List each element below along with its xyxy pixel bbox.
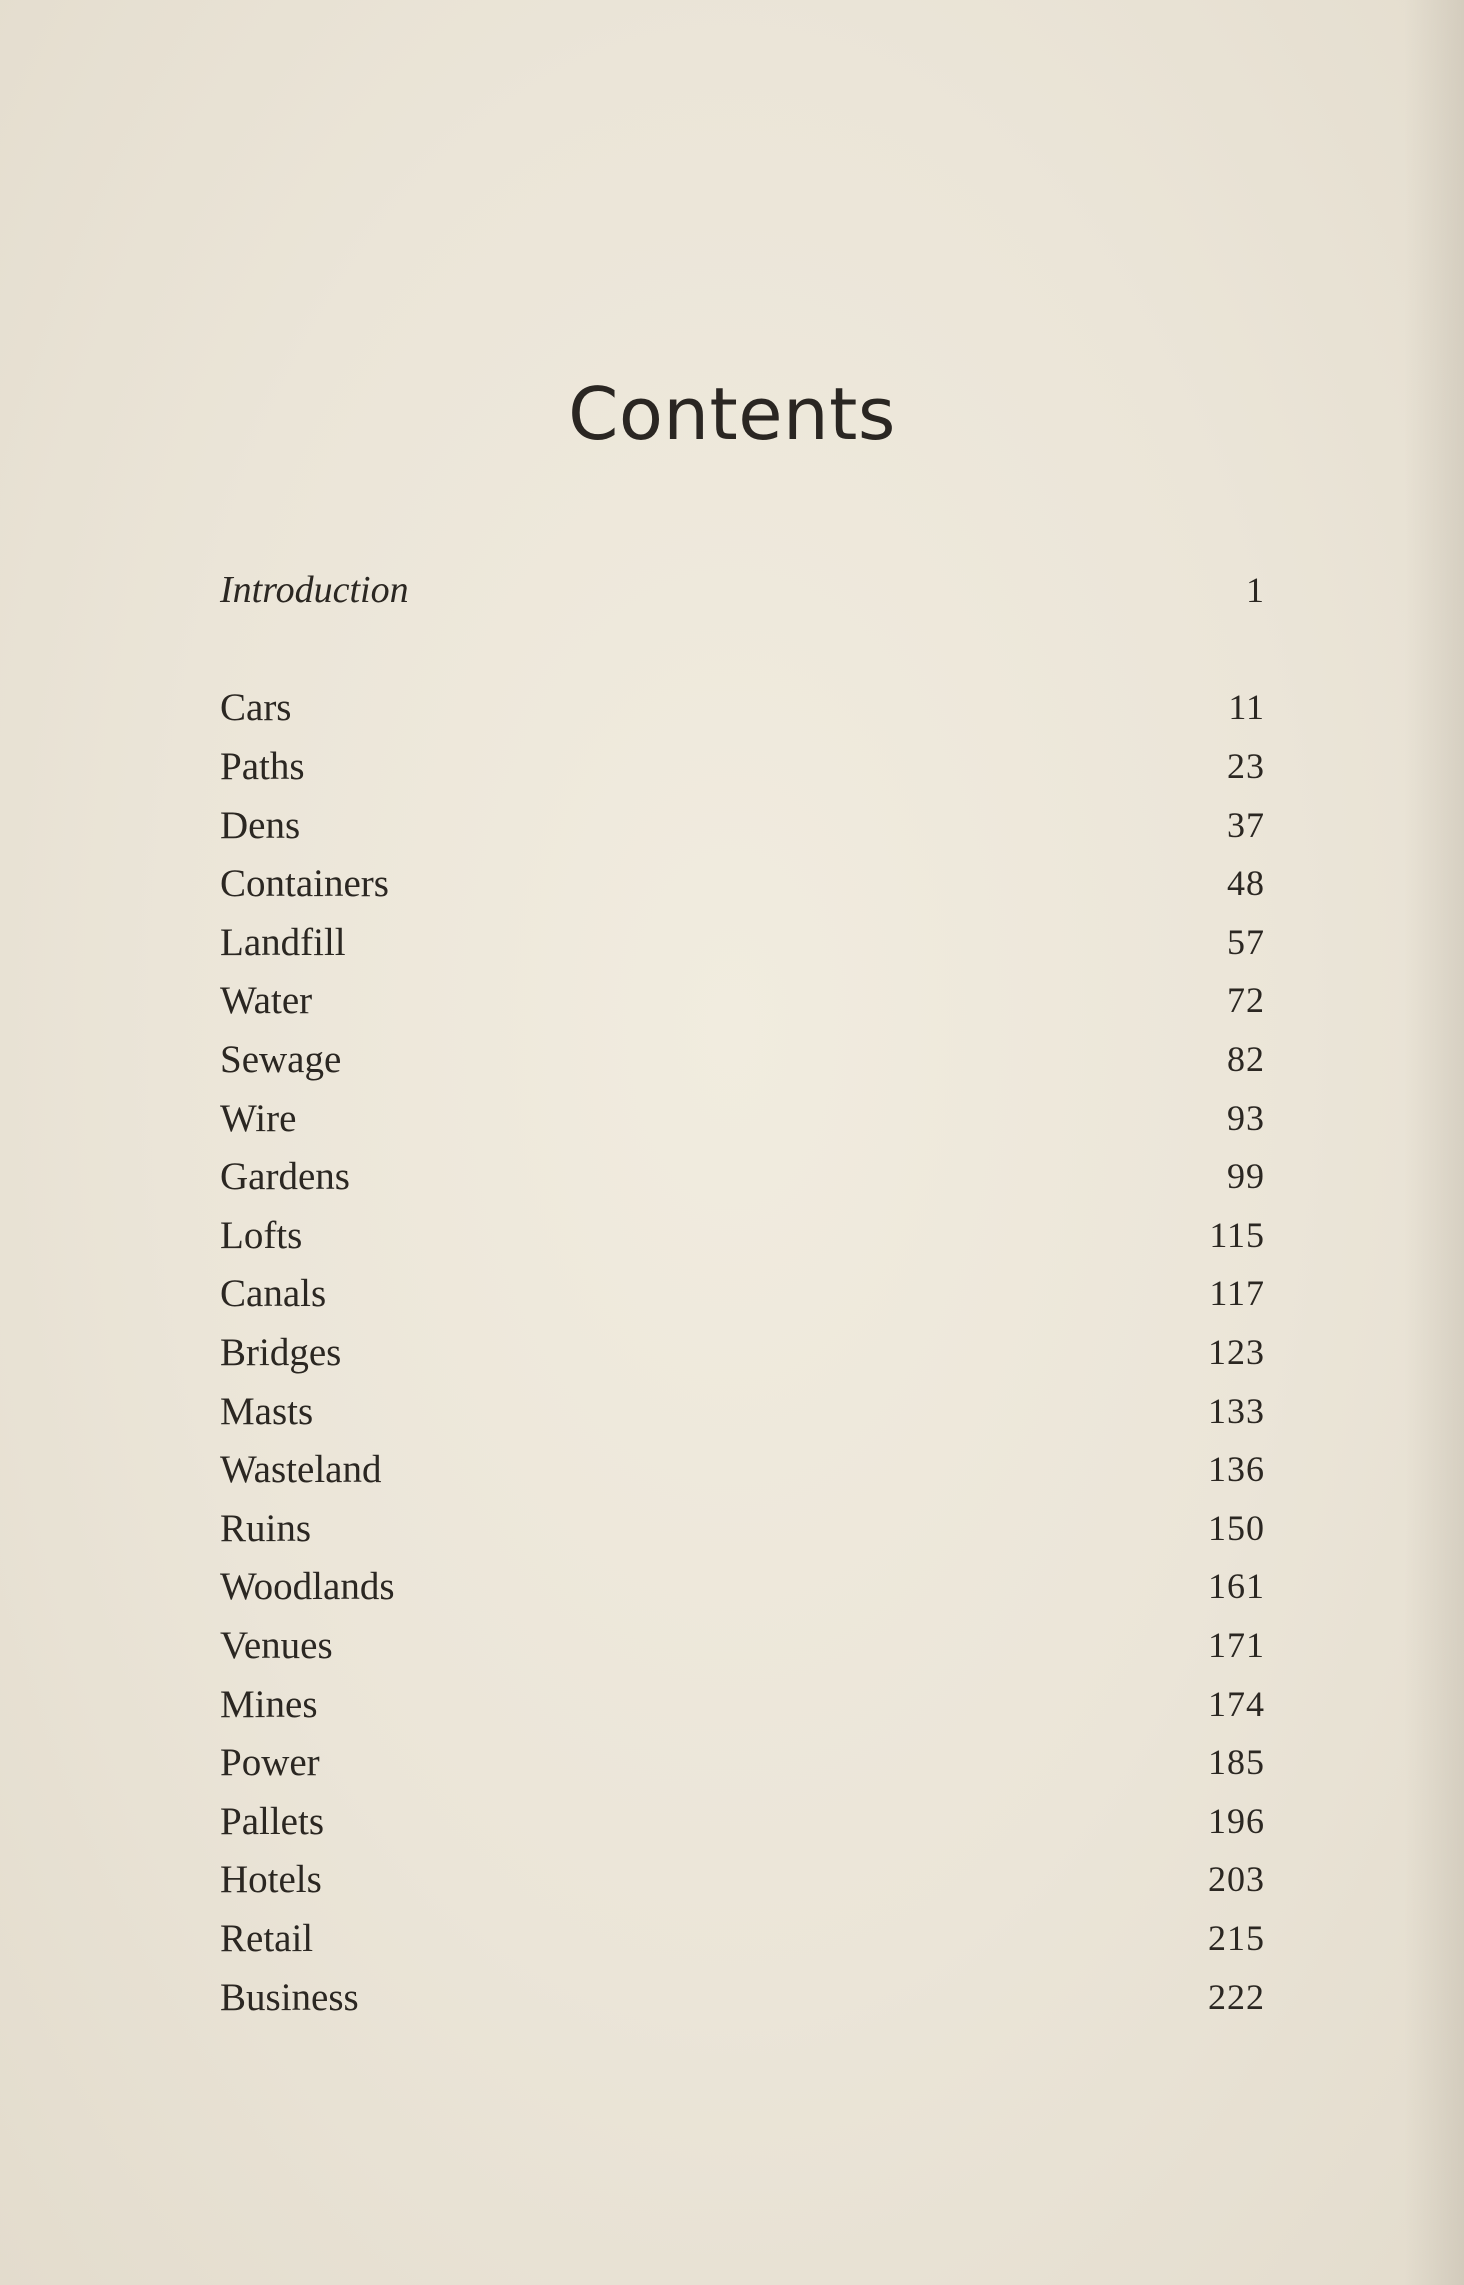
toc-entry-label: Pallets: [220, 1799, 324, 1843]
toc-entry-page-number: 117: [1209, 1273, 1265, 1313]
toc-entry-page-number: 23: [1227, 746, 1265, 786]
toc-entry-label: Dens: [220, 803, 301, 847]
toc-entry: [220, 1909, 1265, 1967]
toc-entry: [220, 1440, 1265, 1498]
toc-entry-label: Mines: [220, 1682, 318, 1726]
toc-entry-label: Containers: [220, 861, 389, 905]
toc-entry-page-number: 115: [1209, 1215, 1265, 1255]
toc-entry: [220, 1968, 1265, 2026]
toc-entry: [220, 1147, 1265, 1205]
toc-entry-page-number: 161: [1208, 1566, 1265, 1606]
toc-entry-label: Retail: [220, 1916, 314, 1960]
toc-entry-page-number: 133: [1208, 1391, 1265, 1431]
toc-entry-label: Power: [220, 1740, 320, 1784]
toc-entry: [220, 913, 1265, 971]
toc-entry: [220, 1675, 1265, 1733]
toc-entry: [220, 1850, 1265, 1908]
toc-entry-page-number: 215: [1208, 1918, 1265, 1958]
toc-entry: [220, 1382, 1265, 1440]
toc-entry-label: Paths: [220, 744, 305, 788]
toc-entry-page-number: 150: [1208, 1508, 1265, 1548]
toc-entry: [220, 971, 1265, 1029]
toc-entry-label: Gardens: [220, 1154, 350, 1198]
toc-entry: [220, 1089, 1265, 1147]
toc-entry: [220, 854, 1265, 912]
toc-entry: [220, 1264, 1265, 1322]
toc-entry-page-number: 11: [1228, 687, 1265, 727]
toc-entry: [220, 1499, 1265, 1557]
toc-entry: [220, 796, 1265, 854]
toc-entry-page-number: 171: [1208, 1625, 1265, 1665]
toc-entry-label: Ruins: [220, 1506, 312, 1550]
toc-entry-introduction: [220, 561, 1265, 619]
toc-entry-page-number: 222: [1208, 1977, 1265, 2017]
table-of-contents: [220, 0, 1265, 2285]
toc-entry-page-number: 123: [1208, 1332, 1265, 1372]
toc-entry-page-number: 185: [1208, 1742, 1265, 1782]
toc-entry-label: Introduction: [220, 569, 409, 611]
page-title: Contents: [568, 372, 896, 456]
toc-entry-page-number: 136: [1208, 1449, 1265, 1489]
toc-entry: [220, 1557, 1265, 1615]
toc-entry-label: Business: [220, 1975, 359, 2019]
toc-entry: [220, 1733, 1265, 1791]
toc-entry-label: Cars: [220, 685, 292, 729]
toc-entry: [220, 678, 1265, 736]
toc-entry-page-number: 174: [1208, 1684, 1265, 1724]
toc-entry: [220, 1792, 1265, 1850]
page-edge-shadow: [1404, 0, 1464, 2285]
toc-entry-label: Bridges: [220, 1330, 342, 1374]
toc-entry-label: Venues: [220, 1623, 333, 1667]
toc-entry-label: Landfill: [220, 920, 346, 964]
toc-entry-page-number: 82: [1227, 1039, 1265, 1079]
toc-entry-page-number: 57: [1227, 922, 1265, 962]
toc-entry: [220, 1323, 1265, 1381]
toc-entry-label: Canals: [220, 1271, 327, 1315]
toc-entry-label: Wasteland: [220, 1447, 382, 1491]
toc-entry-page-number: 93: [1227, 1098, 1265, 1138]
toc-entry: [220, 1206, 1265, 1264]
toc-entry-label: Masts: [220, 1389, 314, 1433]
toc-entry-page-number: 37: [1227, 805, 1265, 845]
toc-entry-label: Wire: [220, 1096, 297, 1140]
toc-entry-label: Sewage: [220, 1037, 342, 1081]
toc-entry-page-number: 196: [1208, 1801, 1265, 1841]
toc-entry-page-number: 72: [1227, 980, 1265, 1020]
toc-entry-label: Hotels: [220, 1857, 322, 1901]
toc-entry: [220, 737, 1265, 795]
toc-entry-page-number: 1: [1246, 570, 1265, 610]
toc-entry: [220, 1030, 1265, 1088]
toc-entry: [220, 1616, 1265, 1674]
toc-entry-page-number: 203: [1208, 1859, 1265, 1899]
toc-entry-label: Water: [220, 978, 313, 1022]
toc-entry-page-number: 99: [1227, 1156, 1265, 1196]
toc-entry-label: Lofts: [220, 1213, 303, 1257]
toc-entry-page-number: 48: [1227, 863, 1265, 903]
toc-entry-label: Woodlands: [220, 1564, 395, 1608]
